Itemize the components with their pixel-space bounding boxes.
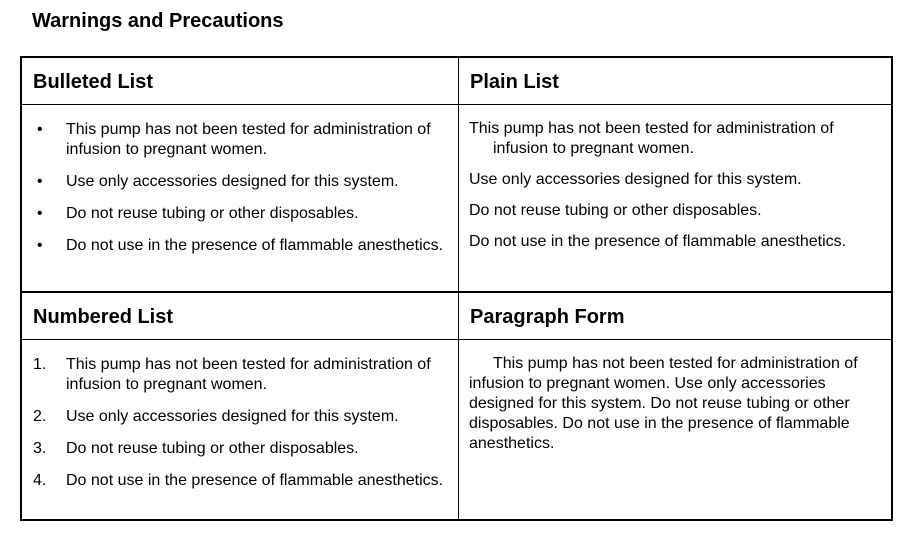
bullet-marker: • (37, 237, 43, 254)
plain-list-heading: Plain List (459, 58, 891, 105)
list-item: This pump has not been tested for administration of infusion to pregnant women. (469, 120, 834, 157)
bullet-marker: • (37, 205, 43, 222)
list-item (30, 355, 450, 395)
number-marker: 2. (33, 408, 47, 425)
list-item-text: Do not use in the presence of flammable anesthetics. (66, 237, 444, 254)
list-item-text: Do not use in the presence of flammable anesthetics. (66, 472, 444, 489)
list-item-text: Use only accessories designed for this system. (66, 173, 399, 190)
list-item-text: Do not reuse tubing or other disposables. (66, 440, 359, 457)
list-item: Use only accessories designed for this system. (469, 171, 802, 188)
page-title: Warnings and Precautions (32, 10, 284, 32)
number-marker: 1. (33, 356, 47, 373)
number-marker: 3. (33, 440, 47, 457)
list-item (30, 236, 450, 256)
bulleted-list (22, 105, 459, 293)
bulleted-list-heading: Bulleted List (22, 58, 459, 105)
list-item-text: This pump has not been tested for administration of infusion to pregnant women. (66, 356, 431, 393)
numbered-list (22, 340, 459, 519)
list-item: Do not use in the presence of flammable anesthetics. (469, 233, 847, 250)
paragraph-form-heading: Paragraph Form (459, 293, 891, 340)
warnings-table (20, 56, 893, 521)
list-item (30, 204, 450, 224)
list-item-text: This pump has not been tested for administration of infusion to pregnant women. (66, 121, 431, 158)
list-item (30, 439, 450, 459)
list-item (30, 407, 450, 427)
plain-list (459, 105, 891, 293)
numbered-list-heading: Numbered List (22, 293, 459, 340)
list-item (30, 471, 450, 491)
list-item-text: Use only accessories designed for this system. (66, 408, 399, 425)
list-item (30, 120, 450, 160)
paragraph-form (459, 340, 891, 519)
list-item-text: Do not reuse tubing or other disposables. (66, 205, 359, 222)
paragraph-text: This pump has not been tested for administration of infusion to pregnant women. Use only accessories designed for this system. Do not reuse tubing or other disposables. Do not use in the presence of flammable anesthetics. (469, 355, 858, 452)
list-item: Do not reuse tubing or other disposables. (469, 202, 762, 219)
number-marker: 4. (33, 472, 47, 489)
bullet-marker: • (37, 173, 43, 190)
bullet-marker: • (37, 121, 43, 138)
list-item (30, 172, 450, 192)
